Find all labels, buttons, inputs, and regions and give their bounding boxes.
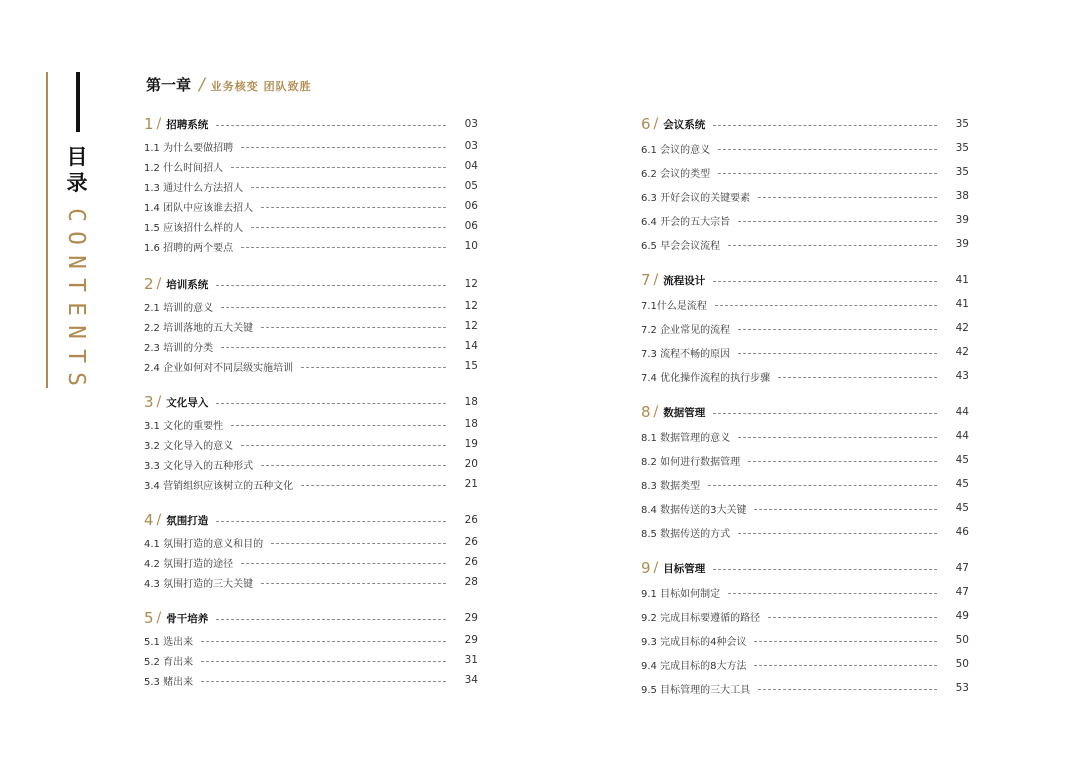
toc-section bbox=[144, 112, 478, 256]
dot-leader bbox=[713, 125, 937, 126]
page-number: 03 bbox=[464, 118, 478, 130]
section-slash: / bbox=[156, 610, 162, 626]
dot-leader bbox=[251, 187, 446, 188]
entry-label: 3.4 营销组织应该树立的五种文化 bbox=[144, 480, 294, 492]
toc-entry[interactable] bbox=[641, 340, 969, 364]
mulu-char: 目 bbox=[66, 145, 88, 169]
contents-letter: E bbox=[62, 301, 89, 316]
toc-section-heading[interactable] bbox=[144, 112, 478, 136]
section-slash: / bbox=[653, 404, 659, 420]
toc-section bbox=[144, 390, 478, 494]
section-title: 培训系统 bbox=[166, 278, 209, 291]
entry-label: 6.3 开好会议的关键要素 bbox=[641, 192, 751, 204]
toc-entry[interactable] bbox=[641, 208, 969, 232]
dot-leader bbox=[301, 367, 446, 368]
toc-entry[interactable] bbox=[144, 414, 478, 434]
toc-entry[interactable] bbox=[641, 136, 969, 160]
dot-leader bbox=[261, 465, 446, 466]
entry-label: 4.3 氛围打造的三大关键 bbox=[144, 578, 254, 590]
entry-label: 6.5 早会会议流程 bbox=[641, 240, 721, 252]
chapter-heading bbox=[146, 74, 312, 95]
entry-label: 6.1 会议的意义 bbox=[641, 144, 711, 156]
entry-label: 3.1 文化的重要性 bbox=[144, 420, 224, 432]
contents-letter: O bbox=[62, 231, 89, 246]
dot-leader bbox=[221, 307, 446, 308]
dot-leader bbox=[216, 521, 446, 522]
toc-section-heading[interactable] bbox=[144, 508, 478, 532]
page-number: 34 bbox=[464, 674, 478, 686]
dot-leader bbox=[738, 533, 937, 534]
page-number: 10 bbox=[464, 240, 478, 252]
toc-entry[interactable] bbox=[641, 520, 969, 544]
chapter-slash: / bbox=[199, 75, 205, 95]
page-number: 49 bbox=[955, 610, 969, 622]
page-number: 43 bbox=[955, 370, 969, 382]
toc-entry[interactable] bbox=[641, 292, 969, 316]
toc-section bbox=[641, 112, 969, 256]
toc-entry[interactable] bbox=[641, 424, 969, 448]
toc-entry[interactable] bbox=[641, 676, 969, 700]
entry-label: 5.1 选出来 bbox=[144, 636, 194, 648]
toc-entry[interactable] bbox=[641, 232, 969, 256]
toc-entry[interactable] bbox=[144, 176, 478, 196]
dot-leader bbox=[201, 681, 446, 682]
black-accent-bar bbox=[76, 72, 80, 132]
section-number: 5 bbox=[144, 609, 154, 627]
toc-entry[interactable] bbox=[144, 236, 478, 256]
page-number: 26 bbox=[464, 536, 478, 548]
page-number: 41 bbox=[955, 298, 969, 310]
section-slash: / bbox=[156, 116, 162, 132]
dot-leader bbox=[718, 149, 937, 150]
toc-entry[interactable] bbox=[144, 572, 478, 592]
dot-leader bbox=[778, 377, 937, 378]
page-number: 03 bbox=[464, 140, 478, 152]
dot-leader bbox=[754, 641, 937, 642]
toc-entry[interactable] bbox=[144, 316, 478, 336]
dot-leader bbox=[241, 147, 446, 148]
section-title: 文化导入 bbox=[166, 396, 209, 409]
dot-leader bbox=[758, 689, 937, 690]
page-number: 29 bbox=[464, 612, 478, 624]
toc-entry[interactable] bbox=[144, 296, 478, 316]
entry-label: 6.2 会议的类型 bbox=[641, 168, 711, 180]
page-number: 06 bbox=[464, 200, 478, 212]
toc-entry[interactable] bbox=[144, 532, 478, 552]
entry-label: 9.5 目标管理的三大工具 bbox=[641, 684, 751, 696]
dot-leader bbox=[216, 125, 446, 126]
entry-label: 7.1什么是流程 bbox=[641, 300, 707, 312]
section-number: 9 bbox=[641, 559, 651, 577]
chapter-title: 第一章 bbox=[146, 76, 192, 94]
page-number: 45 bbox=[955, 478, 969, 490]
page-number: 26 bbox=[464, 556, 478, 568]
section-slash: / bbox=[653, 272, 659, 288]
page-number: 50 bbox=[955, 634, 969, 646]
dot-leader bbox=[738, 437, 937, 438]
contents-letter: N bbox=[62, 325, 89, 340]
dot-leader bbox=[241, 445, 446, 446]
entry-label: 8.5 数据传送的方式 bbox=[641, 528, 731, 540]
section-number: 6 bbox=[641, 115, 651, 133]
toc-entry[interactable] bbox=[144, 356, 478, 376]
toc-entry[interactable] bbox=[144, 474, 478, 494]
toc-entry[interactable] bbox=[144, 156, 478, 176]
dot-leader bbox=[754, 665, 937, 666]
section-title: 目标管理 bbox=[663, 562, 706, 575]
mulu-heading bbox=[60, 144, 94, 196]
section-title: 骨干培养 bbox=[166, 612, 209, 625]
dot-leader bbox=[708, 485, 937, 486]
section-slash: / bbox=[653, 116, 659, 132]
toc-entry[interactable] bbox=[144, 136, 478, 156]
page-number: 41 bbox=[955, 274, 969, 286]
entry-label: 5.2 育出来 bbox=[144, 656, 194, 668]
dot-leader bbox=[768, 617, 937, 618]
entry-label: 4.1 氛围打造的意义和目的 bbox=[144, 538, 264, 550]
toc-entry[interactable] bbox=[641, 496, 969, 520]
section-title: 流程设计 bbox=[663, 274, 706, 287]
dot-leader bbox=[738, 329, 937, 330]
entry-label: 8.2 如何进行数据管理 bbox=[641, 456, 741, 468]
entry-label: 1.2 什么时间招人 bbox=[144, 162, 224, 174]
toc-section-heading[interactable] bbox=[641, 400, 969, 424]
toc-entry[interactable] bbox=[144, 630, 478, 650]
toc-section bbox=[144, 508, 478, 592]
entry-label: 1.1 为什么要做招聘 bbox=[144, 142, 234, 154]
section-number: 1 bbox=[144, 115, 154, 133]
page-number: 12 bbox=[464, 278, 478, 290]
entry-label: 9.2 完成目标要遵循的路径 bbox=[641, 612, 761, 624]
entry-label: 8.4 数据传送的3大关键 bbox=[641, 504, 747, 516]
contents-letter: T bbox=[62, 278, 89, 293]
page-number: 53 bbox=[955, 682, 969, 694]
entry-label: 7.2 企业常见的流程 bbox=[641, 324, 731, 336]
page-number: 42 bbox=[955, 322, 969, 334]
toc-entry[interactable] bbox=[641, 448, 969, 472]
toc-entry[interactable] bbox=[641, 364, 969, 388]
toc-section bbox=[641, 268, 969, 388]
section-number: 8 bbox=[641, 403, 651, 421]
dot-leader bbox=[241, 247, 446, 248]
contents-letter: N bbox=[62, 254, 89, 269]
section-number: 7 bbox=[641, 271, 651, 289]
dot-leader bbox=[216, 403, 446, 404]
entry-label: 1.6 招聘的两个要点 bbox=[144, 242, 234, 254]
entry-label: 6.4 开会的五大宗旨 bbox=[641, 216, 731, 228]
toc-entry[interactable] bbox=[641, 316, 969, 340]
entry-label: 2.2 培训落地的五大关键 bbox=[144, 322, 254, 334]
toc-entry[interactable] bbox=[641, 472, 969, 496]
dot-leader bbox=[251, 227, 446, 228]
page-number: 38 bbox=[955, 190, 969, 202]
page-number: 05 bbox=[464, 180, 478, 192]
page-number: 35 bbox=[955, 142, 969, 154]
dot-leader bbox=[728, 593, 937, 594]
entry-label: 9.4 完成目标的8大方法 bbox=[641, 660, 747, 672]
entry-label: 1.3 通过什么方法招人 bbox=[144, 182, 244, 194]
toc-section-heading[interactable] bbox=[641, 556, 969, 580]
page-number: 04 bbox=[464, 160, 478, 172]
page-number: 12 bbox=[464, 320, 478, 332]
page-number: 35 bbox=[955, 166, 969, 178]
toc-section bbox=[144, 272, 478, 376]
page-number: 19 bbox=[464, 438, 478, 450]
page-number: 31 bbox=[464, 654, 478, 666]
entry-label: 2.3 培训的分类 bbox=[144, 342, 214, 354]
dot-leader bbox=[261, 207, 446, 208]
page-number: 20 bbox=[464, 458, 478, 470]
dot-leader bbox=[718, 173, 937, 174]
toc-entry[interactable] bbox=[641, 628, 969, 652]
page-number: 44 bbox=[955, 406, 969, 418]
entry-label: 8.3 数据类型 bbox=[641, 480, 701, 492]
entry-label: 5.3 赌出来 bbox=[144, 676, 194, 688]
dot-leader bbox=[728, 245, 937, 246]
page-number: 28 bbox=[464, 576, 478, 588]
section-title: 氛围打造 bbox=[166, 514, 209, 527]
entry-label: 8.1 数据管理的意义 bbox=[641, 432, 731, 444]
toc-entry[interactable] bbox=[144, 336, 478, 356]
dot-leader bbox=[713, 281, 937, 282]
section-title: 数据管理 bbox=[663, 406, 706, 419]
dot-leader bbox=[216, 285, 446, 286]
dot-leader bbox=[748, 461, 937, 462]
page-number: 18 bbox=[464, 418, 478, 430]
section-slash: / bbox=[156, 276, 162, 292]
toc-section-heading[interactable] bbox=[641, 268, 969, 292]
dot-leader bbox=[758, 197, 937, 198]
toc-section-heading[interactable] bbox=[144, 606, 478, 630]
contents-vertical-text bbox=[54, 204, 98, 390]
dot-leader bbox=[221, 347, 446, 348]
dot-leader bbox=[754, 509, 937, 510]
entry-label: 1.4 团队中应该谁去招人 bbox=[144, 202, 254, 214]
toc-entry[interactable] bbox=[641, 580, 969, 604]
entry-label: 9.3 完成目标的4种会议 bbox=[641, 636, 747, 648]
toc-entry[interactable] bbox=[144, 650, 478, 670]
page-number: 45 bbox=[955, 502, 969, 514]
entry-label: 7.4 优化操作流程的执行步骤 bbox=[641, 372, 771, 384]
page-number: 47 bbox=[955, 562, 969, 574]
entry-label: 4.2 氛围打造的途径 bbox=[144, 558, 234, 570]
page-number: 42 bbox=[955, 346, 969, 358]
dot-leader bbox=[241, 563, 446, 564]
toc-entry[interactable] bbox=[144, 216, 478, 236]
toc-section-heading[interactable] bbox=[144, 390, 478, 414]
side-tab bbox=[46, 72, 98, 388]
entry-label: 9.1 目标如何制定 bbox=[641, 588, 721, 600]
dot-leader bbox=[715, 305, 937, 306]
section-number: 4 bbox=[144, 511, 154, 529]
toc-entry[interactable] bbox=[144, 670, 478, 690]
page-number: 50 bbox=[955, 658, 969, 670]
page-number: 29 bbox=[464, 634, 478, 646]
toc-entry[interactable] bbox=[641, 604, 969, 628]
toc-section bbox=[144, 606, 478, 690]
section-slash: / bbox=[156, 512, 162, 528]
toc-entry[interactable] bbox=[641, 184, 969, 208]
entry-label: 3.3 文化导入的五种形式 bbox=[144, 460, 254, 472]
page-number: 47 bbox=[955, 586, 969, 598]
toc-section-heading[interactable] bbox=[144, 272, 478, 296]
section-title: 招聘系统 bbox=[166, 118, 209, 131]
dot-leader bbox=[201, 641, 446, 642]
dot-leader bbox=[713, 569, 937, 570]
dot-leader bbox=[271, 543, 446, 544]
section-number: 2 bbox=[144, 275, 154, 293]
toc-entry[interactable] bbox=[641, 652, 969, 676]
dot-leader bbox=[201, 661, 446, 662]
toc-entry[interactable] bbox=[144, 196, 478, 216]
toc-section bbox=[641, 556, 969, 700]
page-number: 15 bbox=[464, 360, 478, 372]
entry-label: 1.5 应该招什么样的人 bbox=[144, 222, 244, 234]
toc-entry[interactable] bbox=[144, 454, 478, 474]
page-number: 39 bbox=[955, 238, 969, 250]
toc-entry[interactable] bbox=[144, 434, 478, 454]
dot-leader bbox=[216, 619, 446, 620]
section-number: 3 bbox=[144, 393, 154, 411]
chapter-subtitle: 业务核变 团队致胜 bbox=[210, 80, 312, 93]
page-number: 18 bbox=[464, 396, 478, 408]
page-number: 39 bbox=[955, 214, 969, 226]
page-number: 35 bbox=[955, 118, 969, 130]
dot-leader bbox=[231, 425, 446, 426]
page-number: 12 bbox=[464, 300, 478, 312]
toc-entry[interactable] bbox=[641, 160, 969, 184]
contents-letter: T bbox=[62, 348, 89, 363]
page-number: 26 bbox=[464, 514, 478, 526]
entry-label: 3.2 文化导入的意义 bbox=[144, 440, 234, 452]
toc-entry[interactable] bbox=[144, 552, 478, 572]
dot-leader bbox=[738, 221, 937, 222]
dot-leader bbox=[231, 167, 446, 168]
page-number: 06 bbox=[464, 220, 478, 232]
dot-leader bbox=[261, 327, 446, 328]
page-number: 14 bbox=[464, 340, 478, 352]
section-slash: / bbox=[156, 394, 162, 410]
toc-section bbox=[641, 400, 969, 544]
page-number: 45 bbox=[955, 454, 969, 466]
entry-label: 7.3 流程不畅的原因 bbox=[641, 348, 731, 360]
dot-leader bbox=[261, 583, 446, 584]
contents-letter: C bbox=[62, 208, 89, 222]
contents-letter: S bbox=[62, 372, 89, 386]
section-slash: / bbox=[653, 560, 659, 576]
section-title: 会议系统 bbox=[663, 118, 706, 131]
dot-leader bbox=[301, 485, 446, 486]
dot-leader bbox=[713, 413, 937, 414]
toc-section-heading[interactable] bbox=[641, 112, 969, 136]
page-number: 21 bbox=[464, 478, 478, 490]
page-number: 44 bbox=[955, 430, 969, 442]
entry-label: 2.4 企业如何对不同层级实施培训 bbox=[144, 362, 294, 374]
entry-label: 2.1 培训的意义 bbox=[144, 302, 214, 314]
mulu-char: 录 bbox=[66, 171, 88, 195]
dot-leader bbox=[738, 353, 937, 354]
gold-divider-line bbox=[46, 72, 48, 388]
page-number: 46 bbox=[955, 526, 969, 538]
